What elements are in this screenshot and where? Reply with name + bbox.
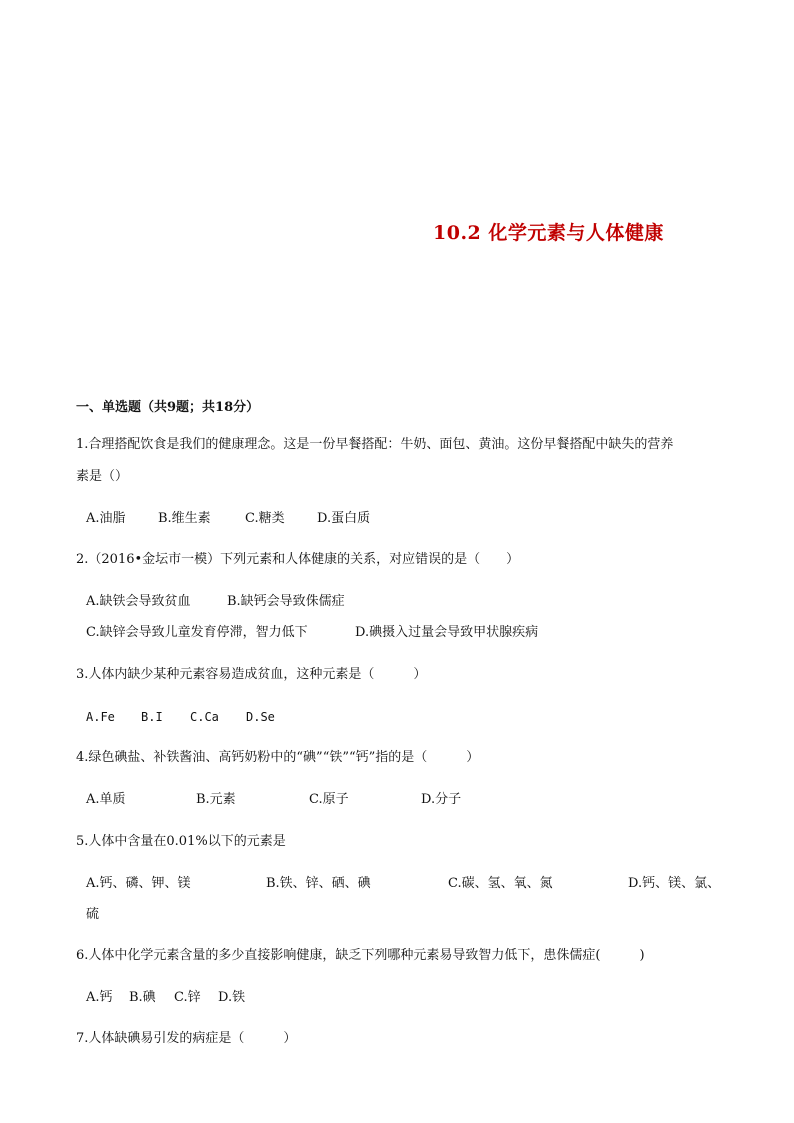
option-d: D.钙、镁、氯、 (628, 876, 721, 891)
option-c: C.糖类 (245, 511, 285, 526)
option-a: A.缺铁会导致贫血 (86, 594, 191, 609)
option-d: D.Se (246, 710, 275, 724)
question-3-text: 3.人体内缺少某种元素容易造成贫血，这种元素是（ ） (76, 667, 427, 682)
option-c: C.Ca (190, 710, 219, 724)
option-d: D.碘摄入过量会导致甲状腺疾病 (355, 625, 539, 640)
option-a: A.油脂 (86, 511, 126, 526)
section-heading: 一、单选题（共9题；共18分） (76, 400, 260, 415)
option-b: B.碘 (129, 990, 156, 1005)
option-c: C.碳、氢、氧、氮 (448, 876, 553, 891)
option-b: B.维生素 (158, 511, 211, 526)
question-2-text: 2.（2016•金坛市一模）下列元素和人体健康的关系，对应错误的是（ ） (76, 552, 520, 567)
question-1-line-1: 1.合理搭配饮食是我们的健康理念。这是一份早餐搭配：牛奶、面包、黄油。这份早餐搭配中缺失的营养 (76, 437, 674, 452)
option-a: A.钙 (86, 990, 113, 1005)
option-c: C.锌 (174, 990, 201, 1005)
question-5-text: 5.人体中含量在0.01%以下的元素是 (76, 834, 286, 849)
option-a: A.钙、磷、钾、镁 (86, 876, 191, 891)
question-5-option-d-wrap: 硫 (86, 907, 100, 922)
option-a: A.单质 (86, 792, 126, 807)
option-c: C.原子 (309, 792, 349, 807)
option-d: D.分子 (421, 792, 462, 807)
question-4-text: 4.绿色碘盐、补铁酱油、高钙奶粉中的“碘”“铁”“钙”指的是（ ） (76, 750, 480, 765)
question-6-text: 6.人体中化学元素含量的多少直接影响健康，缺乏下列哪种元素易导致智力低下，患侏儒症( ) (76, 948, 645, 963)
option-d: D.铁 (218, 990, 246, 1005)
option-c: C.缺锌会导致儿童发育停滞，智力低下 (86, 625, 308, 640)
option-a: A.Fe (86, 710, 115, 724)
question-1-line-2: 素是（） (76, 469, 129, 484)
question-7-text: 7.人体缺碘易引发的病症是（ ） (76, 1031, 297, 1046)
document-title: 10.2 化学元素与人体健康 (433, 222, 664, 244)
option-b: B.缺钙会导致侏儒症 (227, 594, 345, 609)
option-d: D.蛋白质 (317, 511, 371, 526)
option-b: B.元素 (196, 792, 236, 807)
option-b: B.I (141, 710, 163, 724)
option-b: B.铁、锌、硒、碘 (266, 876, 371, 891)
